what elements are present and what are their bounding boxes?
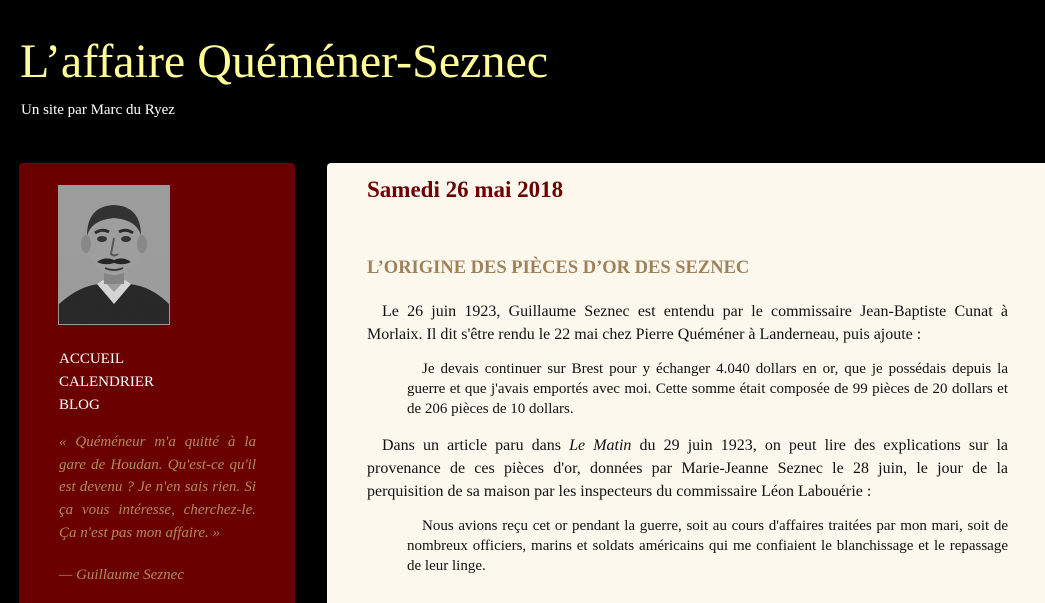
- sidebar-quote: « Quéméneur m'a quitté à la gare de Houdan. Qu'est-ce qu'il est devenu ? Je n'en sais rien. Si ça vous intéresse, cherchez-le. Ça n'est pas mon affaire. »: [59, 434, 256, 541]
- post-paragraph-2-after: du 29 juin 1923, on peut lire des explications sur la provenance de ces pièces d'or, données par Marie-Jeanne Seznec le 28 juin, le jour de la perquisition de sa maison par les inspecteurs du commissaire Léon Labouérie :: [367, 437, 1009, 500]
- post-paragraph-2: [367, 434, 1008, 503]
- newspaper-name: Le Matin: [569, 437, 632, 454]
- nav-item-calendrier[interactable]: CALENDRIER: [59, 374, 154, 390]
- site-title[interactable]: L’affaire Quéméner-Seznec: [20, 35, 549, 88]
- post-blockquote-2: Nous avions reçu cet or pendant la guerre, soit au cours d'affaires traitées par mon mari, soit de nombreux officiers, marins et soldats américains qui me confiaient le blanchissage et le repassage de leur linge.: [407, 518, 1008, 574]
- sidebar-quote-author: — Guillaume Seznec: [59, 567, 184, 583]
- portrait-photo: [58, 185, 170, 325]
- post-date: Samedi 26 mai 2018: [367, 177, 564, 202]
- post-paragraph-1: Le 26 juin 1923, Guillaume Seznec est entendu par le commissaire Jean-Baptiste Cunat à Morlaix. Il dit s'être rendu le 22 mai chez Pierre Quéméner à Landerneau, puis ajoute :: [367, 303, 1008, 343]
- nav-item-accueil[interactable]: ACCUEIL: [59, 351, 124, 367]
- nav-item-blog[interactable]: BLOG: [59, 397, 100, 413]
- post-title[interactable]: L’ORIGINE DES PIÈCES D’OR DES SEZNEC: [367, 258, 750, 278]
- main-content: [327, 163, 1045, 603]
- post-paragraph-2-before: Dans un article paru dans: [382, 437, 570, 454]
- man-portrait-icon: [59, 186, 169, 324]
- sidebar: [19, 163, 295, 603]
- site-header: [0, 0, 1045, 160]
- post-blockquote-1: Je devais continuer sur Brest pour y échanger 4.040 dollars en or, que je possédais depuis la guerre et que j'avais emportés avec moi. Cette somme était composée de 99 pièces de 20 dollars et de 206 pièces de 10 dollars.: [407, 361, 1008, 417]
- site-subtitle: Un site par Marc du Ryez: [21, 102, 175, 118]
- sidebar-nav: [59, 348, 154, 417]
